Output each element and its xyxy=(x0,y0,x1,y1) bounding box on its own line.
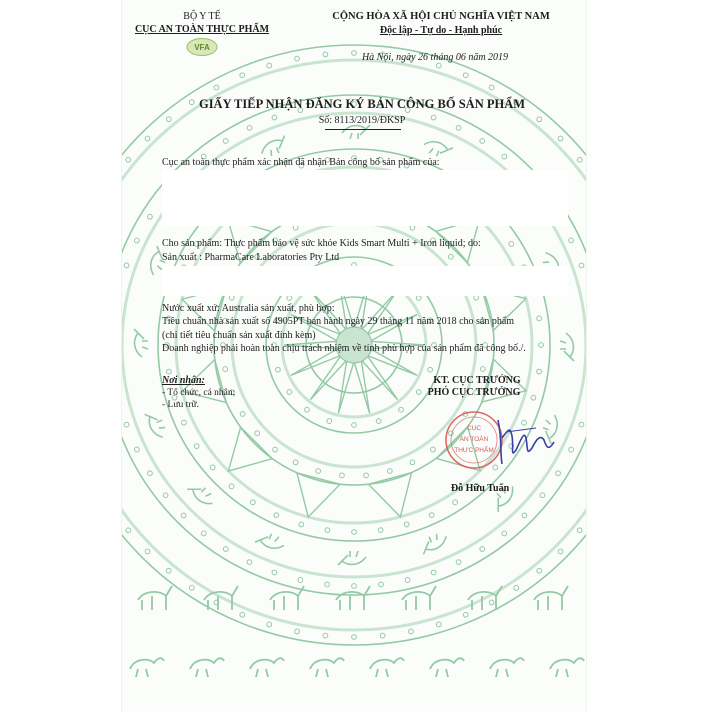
handwritten-signature xyxy=(498,420,554,464)
title-underline xyxy=(325,129,401,130)
redacted-manufacturer-address xyxy=(162,266,568,296)
recipients-title: Nơi nhận: xyxy=(162,375,205,386)
signer-role-2: PHÓ CỤC TRƯỞNG xyxy=(427,387,521,398)
department-name: CỤC AN TOÀN THỰC PHẨM xyxy=(134,24,270,35)
document-page xyxy=(121,0,587,712)
document-number: Số: 8113/2019/ĐKSP xyxy=(318,115,406,126)
recipient-item: - Lưu trữ. xyxy=(162,400,199,410)
vfa-logo xyxy=(186,37,218,57)
ministry-name: BỘ Y TẾ xyxy=(183,11,221,22)
document-title: GIẤY TIẾP NHẬN ĐĂNG KÝ BẢN CÔNG BỐ SẢN PHẨM xyxy=(198,97,526,111)
official-stamp xyxy=(440,408,564,472)
standard-line-1: Tiêu chuẩn nhà sản xuất số 4905PT ban hành ngày 29 tháng 11 năm 2018 cho sản phẩm xyxy=(162,316,515,327)
stamp-line: THỰC PHẨM xyxy=(454,447,494,454)
responsibility-line: Doanh nghiệp phải hoàn toàn chịu trách nhiệm về tính phù hợp của sản phẩm đã công bố./. xyxy=(162,343,526,354)
vfa-logo-text: VFA xyxy=(194,43,210,52)
republic-name: CỘNG HÒA XÃ HỘI CHỦ NGHĨA VIỆT NAM xyxy=(332,11,550,22)
intro-line: Cục an toàn thực phẩm xác nhận đã nhận Bản công bố sản phẩm của: xyxy=(162,157,440,168)
recipient-item: - Tổ chức, cá nhân; xyxy=(162,388,236,398)
redacted-applicant-info xyxy=(162,170,568,226)
origin-line: Nước xuất xứ: Australia sản xuất, phù hợp: xyxy=(162,303,335,314)
manufacturer-line: Sản xuất : PharmaCare Laboratories Pty Ltd xyxy=(162,252,340,263)
place-date: Hà Nội, ngày 26 tháng 06 năm 2019 xyxy=(361,52,509,63)
national-motto: Độc lập - Tự do - Hạnh phúc xyxy=(379,25,503,36)
stamp-line: CỤC xyxy=(466,425,482,432)
standard-line-2: (chi tiết tiêu chuẩn sản xuất đính kèm) xyxy=(162,330,316,341)
signer-name: Đỗ Hữu Tuấn xyxy=(450,483,510,494)
signer-role-1: KT. CỤC TRƯỞNG xyxy=(433,375,521,386)
product-line: Cho sản phẩm: Thực phẩm bảo vệ sức khỏe Kids Smart Multi + Iron liquid; do: xyxy=(162,238,481,249)
stamp-line: AN TOÀN xyxy=(459,436,489,443)
